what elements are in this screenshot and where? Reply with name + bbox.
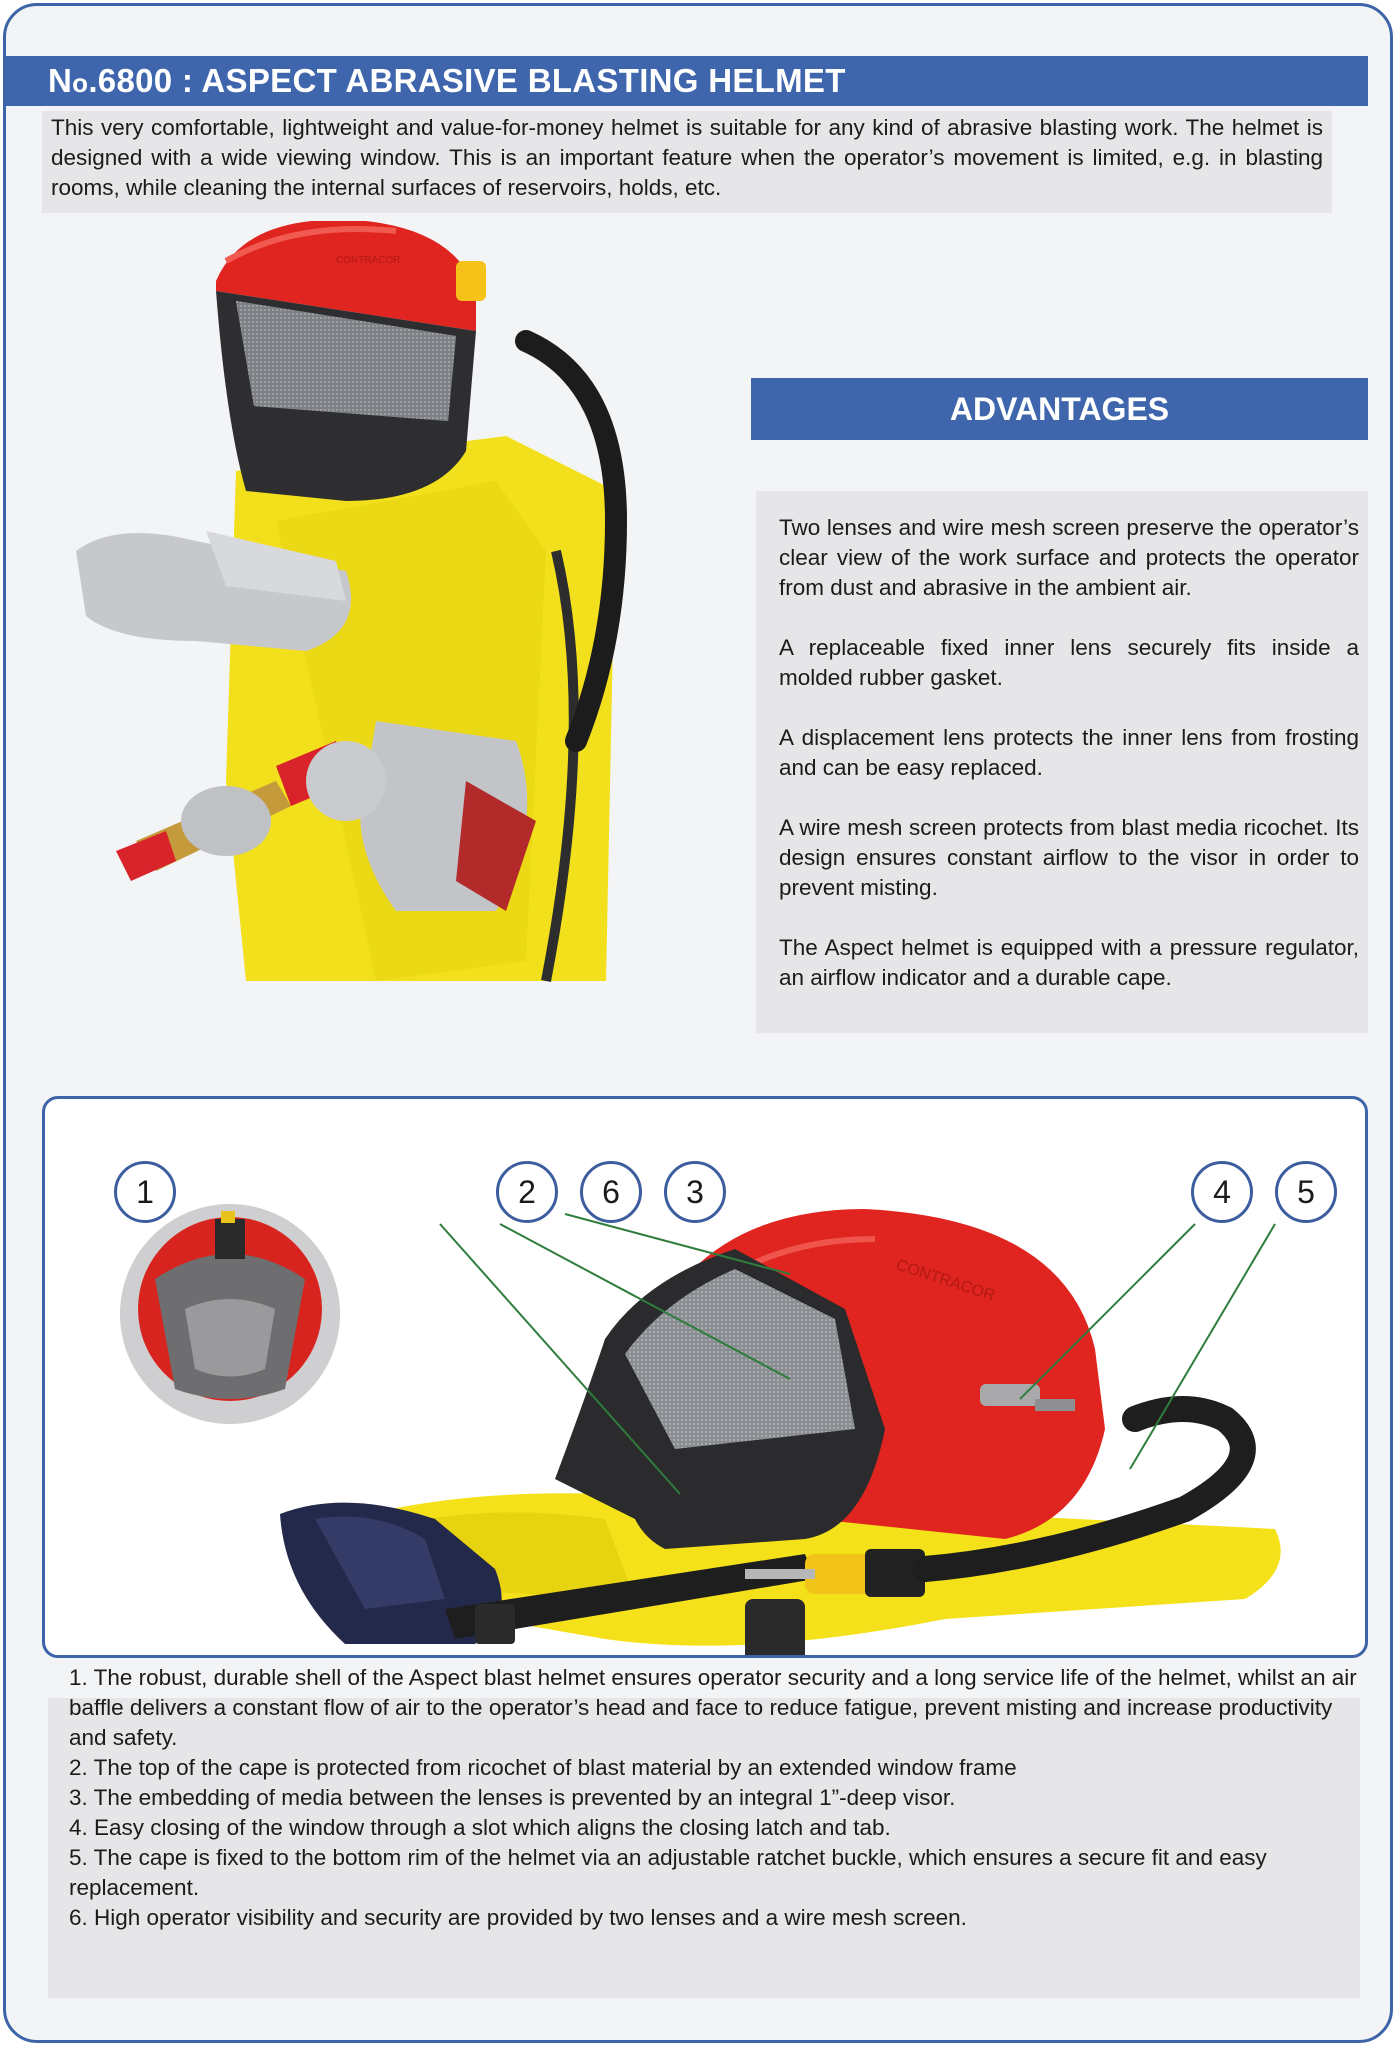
leader-line-5 — [1130, 1224, 1275, 1469]
advantage-item: A displacement lens protects the inner lens from frosting and can be easy replaced. — [779, 725, 1359, 780]
advantage-item: The Aspect helmet is equipped with a pressure regulator, an airflow indicator and a durable cape. — [779, 935, 1359, 990]
note-item: 3. The embedding of media between the lenses is prevented by an integral 1”-deep visor. — [69, 1785, 956, 1810]
advantage-item: A replaceable fixed inner lens securely fits inside a molded rubber gasket. — [779, 635, 1359, 690]
title-superscript-o: o — [72, 68, 89, 98]
callout-4: 4 — [1191, 1161, 1253, 1223]
advantage-item: A wire mesh screen protects from blast media ricochet. Its design ensures constant airflow to the visor in order to prevent misting. — [779, 815, 1359, 900]
note-item: 2. The top of the cape is protected from ricochet of blast material by an extended window frame — [69, 1755, 1017, 1780]
helmet-brand-text: CONTRACOR — [893, 1256, 998, 1305]
callout-1: 1 — [114, 1161, 176, 1223]
note-item: 5. The cape is fixed to the bottom rim of the helmet via an adjustable ratchet buckle, which ensures a secure fit and easy replacement. — [69, 1845, 1267, 1900]
callout-3: 3 — [664, 1161, 726, 1223]
note-item: 6. High operator visibility and security are provided by two lenses and a wire mesh screen. — [69, 1905, 967, 1930]
page-title: No.6800 : ASPECT ABRASIVE BLASTING HELMET — [6, 56, 1368, 106]
advantages-heading: ADVANTAGES — [751, 378, 1368, 440]
callout-6: 6 — [580, 1161, 642, 1223]
feature-notes — [69, 1663, 1359, 1933]
parts-diagram — [42, 1096, 1368, 1658]
page-frame — [3, 3, 1393, 2043]
advantage-item: Two lenses and wire mesh screen preserve the operator’s clear view of the work surface and protects the operator from dust and abrasive in the ambient air. — [779, 515, 1359, 600]
operator-photo — [76, 221, 636, 991]
intro-paragraph: This very comfortable, lightweight and value-for-money helmet is suitable for any kind of abrasive blasting work. The helmet is designed with a wide viewing window. This is an important feature when the operator’s movement is limited, e.g. in blasting rooms, while cleaning the internal surfaces of reservoirs, holds, etc. — [42, 111, 1332, 213]
advantages-list — [756, 491, 1368, 1033]
callout-2: 2 — [496, 1161, 558, 1223]
callout-5: 5 — [1275, 1161, 1337, 1223]
helmet-brand-text: CONTRACOR — [336, 255, 401, 266]
note-item: 1. The robust, durable shell of the Aspect blast helmet ensures operator security and a long service life of the helmet, whilst an air baffle delivers a constant flow of air to the operator’s head and face to reduce fatigue, prevent misting and increase productivity and safety. — [69, 1665, 1357, 1750]
note-item: 4. Easy closing of the window through a slot which aligns the closing latch and tab. — [69, 1815, 891, 1840]
